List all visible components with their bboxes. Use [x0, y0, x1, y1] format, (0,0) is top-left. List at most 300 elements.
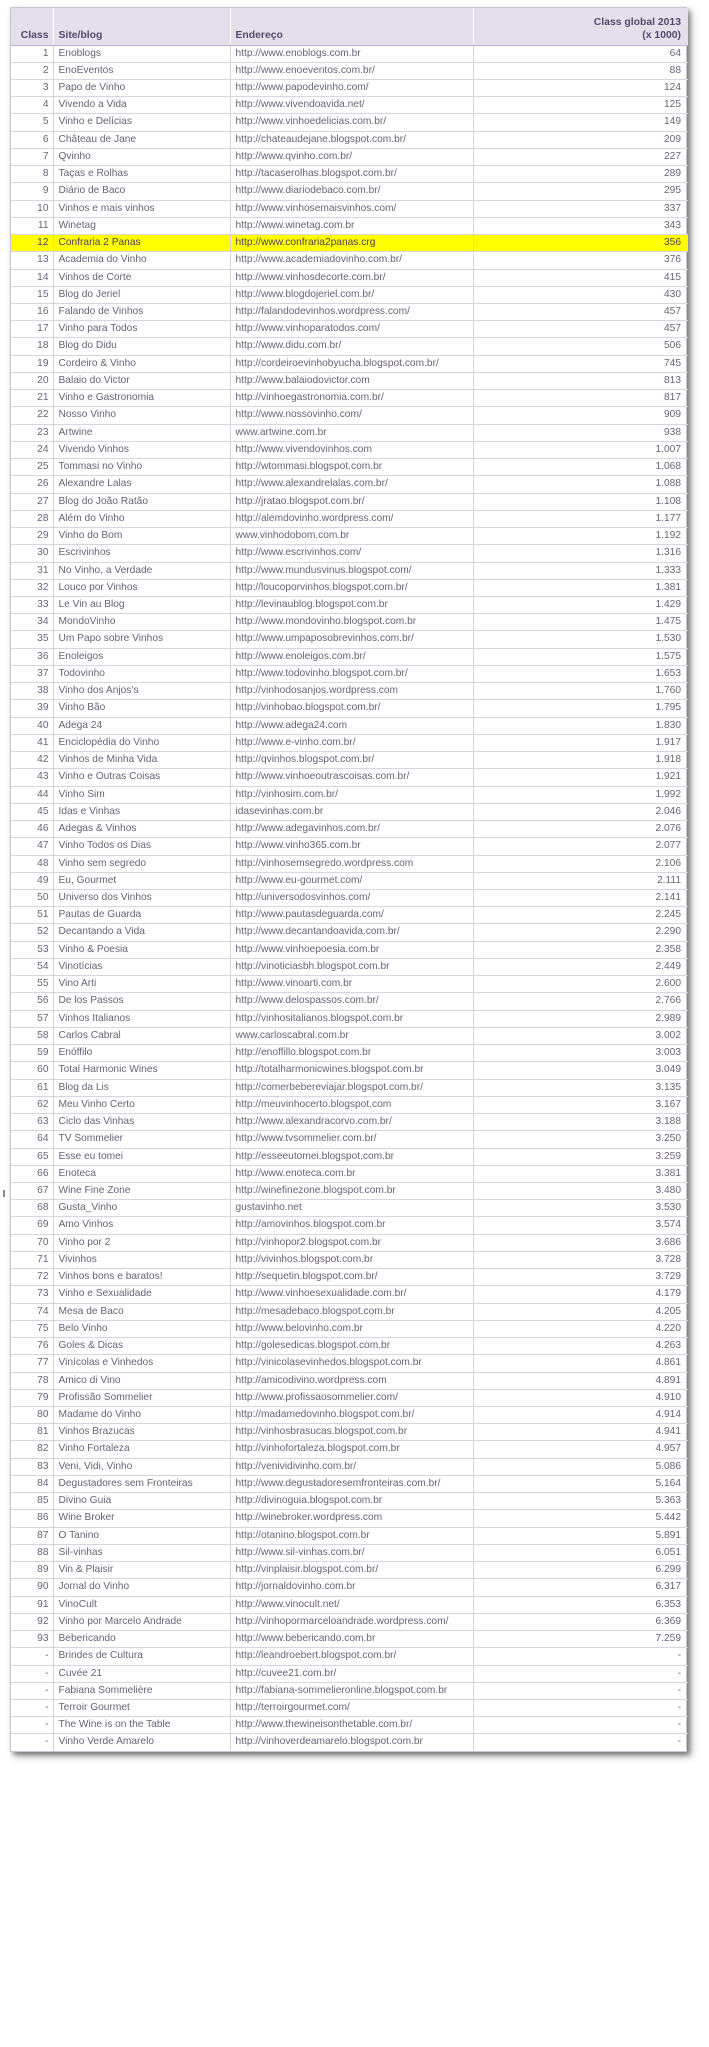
rank-cell: 13 [11, 252, 53, 269]
table-row [11, 338, 688, 355]
global-rank-cell: - [473, 1682, 688, 1699]
rank-cell: 75 [11, 1320, 53, 1337]
table-row [11, 907, 688, 924]
column-header-site: Site/blog [53, 8, 230, 45]
table-row [11, 1182, 688, 1199]
site-name-cell: Cordeiro & Vinho [53, 355, 230, 372]
site-address-cell: http://www.didu.com.br/ [230, 338, 473, 355]
global-rank-cell: 5.164 [473, 1475, 688, 1492]
site-address-cell: http://vinplaisir.blogspot.com.br/ [230, 1562, 473, 1579]
rank-cell: - [11, 1665, 53, 1682]
global-rank-cell: 2.106 [473, 855, 688, 872]
site-name-cell: Vinho e Outras Coisas [53, 769, 230, 786]
rank-cell: 78 [11, 1372, 53, 1389]
table-row [11, 424, 688, 441]
site-address-cell: www.artwine.com.br [230, 424, 473, 441]
rank-cell: 73 [11, 1286, 53, 1303]
global-rank-cell: 343 [473, 217, 688, 234]
global-rank-cell: 813 [473, 372, 688, 389]
rank-cell: 58 [11, 1027, 53, 1044]
table-row [11, 1010, 688, 1027]
column-header-address: Endereço [230, 8, 473, 45]
global-rank-cell: 3.167 [473, 1096, 688, 1113]
site-address-cell: http://comerbebereviajar.blogspot.com.br/ [230, 1079, 473, 1096]
site-name-cell: Vinho dos Anjos's [53, 683, 230, 700]
site-address-cell: http://tacaserolhas.blogspot.com.br/ [230, 166, 473, 183]
site-name-cell: Ciclo das Vinhas [53, 1114, 230, 1131]
site-address-cell: http://www.adegavinhos.com.br/ [230, 821, 473, 838]
table-header [11, 8, 688, 45]
table-row [11, 1251, 688, 1268]
rank-cell: 16 [11, 304, 53, 321]
rank-cell: 25 [11, 459, 53, 476]
table-row [11, 1544, 688, 1561]
table-row [11, 1458, 688, 1475]
rank-cell: 60 [11, 1062, 53, 1079]
site-address-cell: http://fabiana-sommelieronline.blogspot.com.br [230, 1682, 473, 1699]
table-row [11, 1717, 688, 1734]
site-name-cell: Le Vin au Blog [53, 597, 230, 614]
table-row [11, 459, 688, 476]
rank-cell: 64 [11, 1131, 53, 1148]
rank-cell: 35 [11, 631, 53, 648]
site-name-cell: Vino Arti [53, 976, 230, 993]
site-address-cell: http://www.adega24.com [230, 717, 473, 734]
column-header-global-rank-line2: (x 1000) [642, 29, 681, 41]
site-name-cell: Tommasi no Vinho [53, 459, 230, 476]
table-row [11, 1475, 688, 1492]
global-rank-cell: 3.729 [473, 1269, 688, 1286]
site-address-cell: http://divinoguia.blogspot.com.br [230, 1493, 473, 1510]
rank-cell: - [11, 1717, 53, 1734]
table-row [11, 1493, 688, 1510]
site-address-cell: http://vinhofortaleza.blogspot.com.br [230, 1441, 473, 1458]
table-row [11, 1234, 688, 1251]
rank-cell: 66 [11, 1165, 53, 1182]
table-row [11, 1131, 688, 1148]
rank-cell: 23 [11, 424, 53, 441]
rank-cell: 56 [11, 993, 53, 1010]
table-row [11, 1682, 688, 1699]
site-address-cell: http://www.vinhoesexualidade.com.br/ [230, 1286, 473, 1303]
table-row [11, 183, 688, 200]
global-rank-cell: 2.046 [473, 803, 688, 820]
site-name-cell: Um Papo sobre Vinhos [53, 631, 230, 648]
site-address-cell: http://www.enoblogs.com.br [230, 45, 473, 62]
table-row [11, 1286, 688, 1303]
site-address-cell: http://www.thewineisonthetable.com.br/ [230, 1717, 473, 1734]
site-name-cell: Universo dos Vinhos [53, 889, 230, 906]
table-row [11, 1579, 688, 1596]
global-rank-cell: 1.992 [473, 786, 688, 803]
global-rank-cell: 1.921 [473, 769, 688, 786]
site-name-cell: Vinho & Poesia [53, 941, 230, 958]
global-rank-cell: - [473, 1648, 688, 1665]
site-address-cell: http://universodosvinhos.com/ [230, 889, 473, 906]
site-address-cell: http://www.blogdojeriel.com.br/ [230, 286, 473, 303]
rank-cell: 61 [11, 1079, 53, 1096]
site-address-cell: http://www.winetag.com.br [230, 217, 473, 234]
global-rank-cell: 4.941 [473, 1424, 688, 1441]
site-name-cell: Vivendo Vinhos [53, 441, 230, 458]
global-rank-cell: 1.653 [473, 665, 688, 682]
left-margin-tick-mark [3, 1190, 5, 1197]
global-rank-cell: 6.051 [473, 1544, 688, 1561]
site-address-cell: www.vinhodobom.com.br [230, 528, 473, 545]
global-rank-cell: 5.442 [473, 1510, 688, 1527]
table-row [11, 217, 688, 234]
site-name-cell: Esse eu tomei [53, 1148, 230, 1165]
global-rank-cell: 64 [473, 45, 688, 62]
site-address-cell: http://leandroebert.blogspot.com.br/ [230, 1648, 473, 1665]
table-row [11, 1062, 688, 1079]
site-name-cell: Vinícolas e Vinhedos [53, 1355, 230, 1372]
site-name-cell: Confraria 2 Panas [53, 235, 230, 252]
site-name-cell: Belo Vinho [53, 1320, 230, 1337]
global-rank-cell: 4.891 [473, 1372, 688, 1389]
rank-cell: 38 [11, 683, 53, 700]
table-row [11, 114, 688, 131]
site-name-cell: Falando de Vinhos [53, 304, 230, 321]
site-name-cell: Bebericando [53, 1631, 230, 1648]
rank-cell: 48 [11, 855, 53, 872]
site-name-cell: Eu, Gourmet [53, 872, 230, 889]
rank-cell: 30 [11, 545, 53, 562]
site-name-cell: Vinho e Sexualidade [53, 1286, 230, 1303]
global-rank-cell: - [473, 1717, 688, 1734]
rank-cell: 40 [11, 717, 53, 734]
site-name-cell: Vinhos de Corte [53, 269, 230, 286]
table-row [11, 889, 688, 906]
table-row [11, 1424, 688, 1441]
site-name-cell: Alexandre Lalas [53, 476, 230, 493]
site-address-cell: http://levinaublog.blogspot.com.br [230, 597, 473, 614]
rank-cell: 41 [11, 734, 53, 751]
rank-cell: 17 [11, 321, 53, 338]
global-rank-cell: 1.429 [473, 597, 688, 614]
global-rank-cell: 2.358 [473, 941, 688, 958]
site-address-cell: http://www.vinho365.com.br [230, 838, 473, 855]
site-address-cell: http://www.vinhoepoesia.com.br [230, 941, 473, 958]
site-address-cell: http://www.e-vinho.com.br/ [230, 734, 473, 751]
table-row [11, 97, 688, 114]
global-rank-cell: 3.480 [473, 1182, 688, 1199]
site-address-cell: http://www.alexandrelalas.com.br/ [230, 476, 473, 493]
site-name-cell: Idas e Vinhas [53, 803, 230, 820]
table-row [11, 1269, 688, 1286]
ranking-table [11, 8, 688, 1751]
rank-cell: 33 [11, 597, 53, 614]
table-row [11, 734, 688, 751]
rank-cell: 22 [11, 407, 53, 424]
site-name-cell: Academia do Vinho [53, 252, 230, 269]
rank-cell: 71 [11, 1251, 53, 1268]
site-address-cell: http://loucoporvinhos.blogspot.com.br/ [230, 579, 473, 596]
rank-cell: - [11, 1700, 53, 1717]
site-name-cell: Vinhos bons e baratos! [53, 1269, 230, 1286]
table-row [11, 562, 688, 579]
rank-cell: 26 [11, 476, 53, 493]
site-address-cell: http://sequetin.blogspot.com.br/ [230, 1269, 473, 1286]
site-address-cell: http://vinhoverdeamarelo.blogspot.com.br [230, 1734, 473, 1751]
site-address-cell: http://vinhobao.blogspot.com.br/ [230, 700, 473, 717]
global-rank-cell: 3.728 [473, 1251, 688, 1268]
global-rank-cell: 1.068 [473, 459, 688, 476]
global-rank-cell: 3.381 [473, 1165, 688, 1182]
table-row [11, 1303, 688, 1320]
column-header-class: Class [11, 8, 53, 45]
site-address-cell: http://esseeutomei.blogspot.com.br [230, 1148, 473, 1165]
global-rank-cell: 3.530 [473, 1200, 688, 1217]
global-rank-cell: 430 [473, 286, 688, 303]
global-rank-cell: 3.250 [473, 1131, 688, 1148]
rank-cell: 45 [11, 803, 53, 820]
global-rank-cell: 938 [473, 424, 688, 441]
rank-cell: 12 [11, 235, 53, 252]
site-name-cell: Blog do Didu [53, 338, 230, 355]
rank-cell: 59 [11, 1045, 53, 1062]
site-name-cell: Sil-vinhas [53, 1544, 230, 1561]
global-rank-cell: 1.530 [473, 631, 688, 648]
global-rank-cell: 4.910 [473, 1389, 688, 1406]
site-name-cell: De los Passos [53, 993, 230, 1010]
site-address-cell: http://www.vinhosemaisvinhos.com/ [230, 200, 473, 217]
site-name-cell: Wine Fine Zone [53, 1182, 230, 1199]
site-name-cell: Vivinhos [53, 1251, 230, 1268]
site-address-cell: www.carloscabral.com.br [230, 1027, 473, 1044]
site-name-cell: Vinho e Delícias [53, 114, 230, 131]
site-address-cell: http://www.confraria2panas.crg [230, 235, 473, 252]
global-rank-cell: 1.088 [473, 476, 688, 493]
site-name-cell: Madame do Vinho [53, 1407, 230, 1424]
site-address-cell: http://www.alexandracorvo.com.br/ [230, 1114, 473, 1131]
rank-cell: 42 [11, 752, 53, 769]
site-address-cell: http://www.academiadovinho.com.br/ [230, 252, 473, 269]
site-address-cell: http://www.belovinho.com.br [230, 1320, 473, 1337]
table-row [11, 304, 688, 321]
global-rank-cell: 2.766 [473, 993, 688, 1010]
global-rank-cell: 6.317 [473, 1579, 688, 1596]
site-address-cell: http://cuvee21.com.br/ [230, 1665, 473, 1682]
table-row [11, 1734, 688, 1751]
rank-cell: 68 [11, 1200, 53, 1217]
site-name-cell: Vinho por 2 [53, 1234, 230, 1251]
rank-cell: 52 [11, 924, 53, 941]
rank-cell: 81 [11, 1424, 53, 1441]
rank-cell: 18 [11, 338, 53, 355]
table-row [11, 1648, 688, 1665]
site-address-cell: http://chateaudejane.blogspot.com.br/ [230, 131, 473, 148]
global-rank-cell: 149 [473, 114, 688, 131]
rank-cell: 92 [11, 1613, 53, 1630]
site-address-cell: http://www.bebericando.com.br [230, 1631, 473, 1648]
rank-cell: 8 [11, 166, 53, 183]
site-address-cell: gustavinho.net [230, 1200, 473, 1217]
site-address-cell: http://www.enoteca.com.br [230, 1165, 473, 1182]
site-address-cell: http://meuvinhocerto.blogspot.com [230, 1096, 473, 1113]
global-rank-cell: 3.135 [473, 1079, 688, 1096]
global-rank-cell: 3.686 [473, 1234, 688, 1251]
table-row [11, 1527, 688, 1544]
rank-cell: 24 [11, 441, 53, 458]
rank-cell: 54 [11, 958, 53, 975]
rank-cell: 87 [11, 1527, 53, 1544]
global-rank-cell: 125 [473, 97, 688, 114]
site-address-cell: http://www.vinoarti.com.br [230, 976, 473, 993]
global-rank-cell: 2.600 [473, 976, 688, 993]
table-row [11, 321, 688, 338]
site-name-cell: The Wine is on the Table [53, 1717, 230, 1734]
site-address-cell: http://www.vinhoparatodos.com/ [230, 321, 473, 338]
table-row [11, 1217, 688, 1234]
rank-cell: 82 [11, 1441, 53, 1458]
site-name-cell: Fabiana Sommelière [53, 1682, 230, 1699]
table-row [11, 45, 688, 62]
site-address-cell: http://www.balaiodovictor.com [230, 372, 473, 389]
rank-cell: 89 [11, 1562, 53, 1579]
table-row [11, 1165, 688, 1182]
table-row [11, 1631, 688, 1648]
site-name-cell: Adega 24 [53, 717, 230, 734]
table-row [11, 803, 688, 820]
global-rank-cell: 1.108 [473, 493, 688, 510]
table-row [11, 579, 688, 596]
site-name-cell: No Vinho, a Verdade [53, 562, 230, 579]
site-name-cell: Blog da Lis [53, 1079, 230, 1096]
rank-cell: 37 [11, 665, 53, 682]
site-address-cell: http://www.nossovinho.com/ [230, 407, 473, 424]
site-address-cell: http://www.papodevinho.com/ [230, 79, 473, 96]
global-rank-cell: 2.290 [473, 924, 688, 941]
site-address-cell: http://www.vivendovinhos.com [230, 441, 473, 458]
site-address-cell: http://qvinhos.blogspot.com.br/ [230, 752, 473, 769]
table-row [11, 79, 688, 96]
site-name-cell: Qvinho [53, 148, 230, 165]
table-row [11, 441, 688, 458]
site-name-cell: Vinho por Marcelo Andrade [53, 1613, 230, 1630]
site-name-cell: Gusta_Vinho [53, 1200, 230, 1217]
rank-cell: 11 [11, 217, 53, 234]
global-rank-cell: 4.914 [473, 1407, 688, 1424]
site-address-cell: http://vinhosbrasucas.blogspot.com.br [230, 1424, 473, 1441]
rank-cell: 65 [11, 1148, 53, 1165]
rank-cell: 44 [11, 786, 53, 803]
global-rank-cell: 4.220 [473, 1320, 688, 1337]
table-row [11, 545, 688, 562]
global-rank-cell: 4.179 [473, 1286, 688, 1303]
global-rank-cell: 3.574 [473, 1217, 688, 1234]
site-name-cell: TV Sommelier [53, 1131, 230, 1148]
site-name-cell: Nosso Vinho [53, 407, 230, 424]
site-name-cell: EnoEventos [53, 62, 230, 79]
site-address-cell: http://alemdovinho.wordpress.com/ [230, 510, 473, 527]
site-address-cell: http://otanino.blogspot.com.br [230, 1527, 473, 1544]
table-row [11, 510, 688, 527]
site-name-cell: Wine Broker [53, 1510, 230, 1527]
global-rank-cell: 817 [473, 390, 688, 407]
table-row [11, 1320, 688, 1337]
site-address-cell: http://falandodevinhos.wordpress.com/ [230, 304, 473, 321]
site-address-cell: http://vivinhos.blogspot.com.br [230, 1251, 473, 1268]
site-address-cell: http://jratao.blogspot.com.br/ [230, 493, 473, 510]
table-row [11, 390, 688, 407]
table-row [11, 235, 688, 252]
site-name-cell: O Tanino [53, 1527, 230, 1544]
site-name-cell: Vin & Plaisir [53, 1562, 230, 1579]
site-name-cell: Amo Vinhos [53, 1217, 230, 1234]
rank-cell: 53 [11, 941, 53, 958]
global-rank-cell: 2.111 [473, 872, 688, 889]
table-row [11, 62, 688, 79]
rank-cell: 7 [11, 148, 53, 165]
global-rank-cell: 2.077 [473, 838, 688, 855]
site-name-cell: Winetag [53, 217, 230, 234]
rank-cell: 51 [11, 907, 53, 924]
site-name-cell: Decantando a Vida [53, 924, 230, 941]
rank-cell: 55 [11, 976, 53, 993]
rank-cell: 62 [11, 1096, 53, 1113]
site-name-cell: Divino Guia [53, 1493, 230, 1510]
table-row [11, 1114, 688, 1131]
site-address-cell: http://totalharmonicwines.blogspot.com.br [230, 1062, 473, 1079]
site-name-cell: Vinho Sim [53, 786, 230, 803]
rank-cell: 84 [11, 1475, 53, 1492]
table-row [11, 528, 688, 545]
rank-cell: 74 [11, 1303, 53, 1320]
site-name-cell: Enoblogs [53, 45, 230, 62]
site-address-cell: http://vinoticiasbh.blogspot.com.br [230, 958, 473, 975]
global-rank-cell: 295 [473, 183, 688, 200]
site-name-cell: Vinhos Brazucas [53, 1424, 230, 1441]
table-row [11, 631, 688, 648]
global-rank-cell: 3.188 [473, 1114, 688, 1131]
rank-cell: 6 [11, 131, 53, 148]
site-address-cell: http://golesedicas.blogspot.com.br [230, 1338, 473, 1355]
rank-cell: 67 [11, 1182, 53, 1199]
rank-cell: 47 [11, 838, 53, 855]
global-rank-cell: 1.316 [473, 545, 688, 562]
site-address-cell: http://venividivinho.com.br/ [230, 1458, 473, 1475]
site-address-cell: http://vinhodosanjos.wordpress.com [230, 683, 473, 700]
table-row [11, 200, 688, 217]
global-rank-cell: 88 [473, 62, 688, 79]
table-row [11, 786, 688, 803]
global-rank-cell: 745 [473, 355, 688, 372]
table-row [11, 872, 688, 889]
table-row [11, 1665, 688, 1682]
table-row [11, 1372, 688, 1389]
global-rank-cell: 457 [473, 304, 688, 321]
table-body [11, 45, 688, 1751]
site-address-cell: http://www.vinhoedelicias.com.br/ [230, 114, 473, 131]
site-name-cell: Veni, Vidi, Vinho [53, 1458, 230, 1475]
table-row [11, 493, 688, 510]
table-row [11, 1596, 688, 1613]
site-address-cell: http://www.pautasdeguarda.com/ [230, 907, 473, 924]
global-rank-cell: 5.363 [473, 1493, 688, 1510]
rank-cell: 34 [11, 614, 53, 631]
table-row [11, 148, 688, 165]
rank-cell: 20 [11, 372, 53, 389]
table-row [11, 717, 688, 734]
site-name-cell: Enóffilo [53, 1045, 230, 1062]
site-address-cell: http://www.umpaposobrevinhos.com.br/ [230, 631, 473, 648]
global-rank-cell: 2.989 [473, 1010, 688, 1027]
global-rank-cell: 337 [473, 200, 688, 217]
site-address-cell: http://jornaldovinho.com.br [230, 1579, 473, 1596]
table-row [11, 1441, 688, 1458]
rank-cell: 19 [11, 355, 53, 372]
